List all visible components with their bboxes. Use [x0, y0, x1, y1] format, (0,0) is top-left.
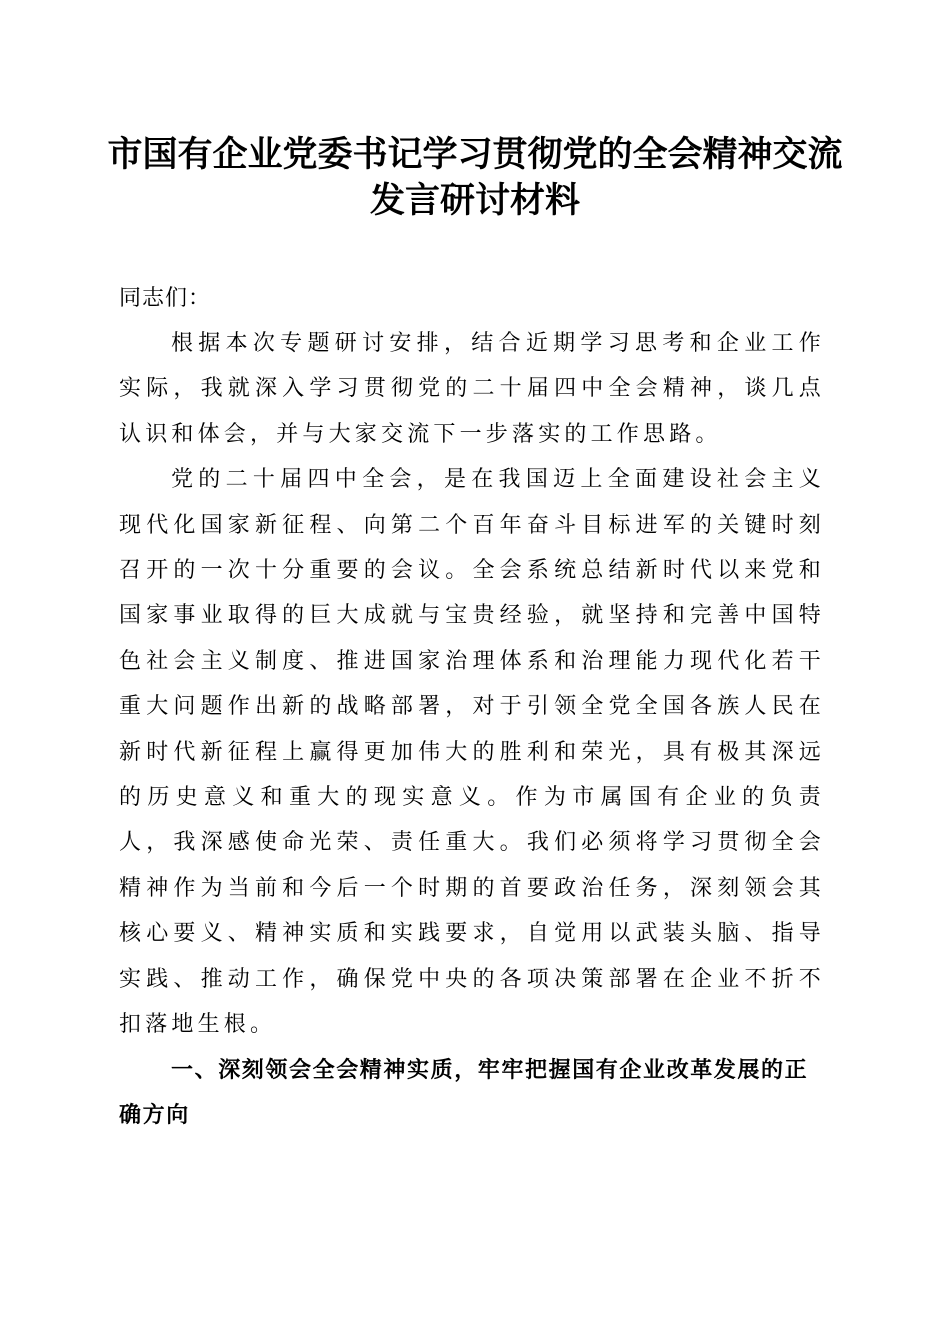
paragraph-plenum-significance: 党的二十届四中全会，是在我国迈上全面建设社会主义现代化国家新征程、向第二个百年奋斗目标进军的关键时刻召开的一次十分重要的会议。全会系统总结新时代以来党和国家事业取得的巨大成就与宝贵经验，就坚持和完善中国特色社会主义制度、推进国家治理体系和治理能力现代化若干重大问题作出新的战略部署，对于引领全党全国各族人民在新时代新征程上赢得更加伟大的胜利和荣光，具有极其深远的历史意义和重大的现实意义。作为市属国有企业的负责人，我深感使命光荣、责任重大。我们必须将学习贯彻全会精神作为当前和今后一个时期的首要政治任务，深刻领会其核心要义、精神实质和实践要求，自觉用以武装头脑、指导实践、推动工作，确保党中央的各项决策部署在企业不折不扣落地生根。 — [119, 467, 825, 1038]
document-body — [119, 276, 825, 1138]
paragraph-intro: 根据本次专题研讨安排，结合近期学习思考和企业工作实际，我就深入学习贯彻党的二十届四中全会精神，谈几点认识和体会，并与大家交流下一步落实的工作思路。 — [119, 331, 825, 447]
section-heading-1: 一、深刻领会全会精神实质，牢牢把握国有企业改革发展的正确方向 — [119, 1057, 809, 1128]
document-title: 市国有企业党委书记学习贯彻党的全会精神交流发言研讨材料 — [107, 134, 843, 221]
salutation: 同志们： — [119, 286, 212, 311]
